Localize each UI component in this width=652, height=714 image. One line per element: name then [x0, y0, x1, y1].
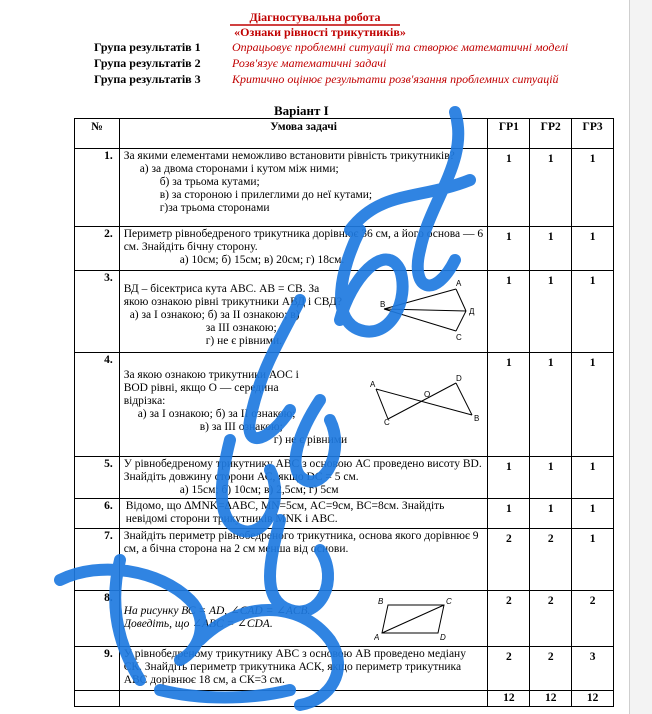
task-number: 4. [75, 353, 120, 457]
totals-empty [119, 691, 488, 707]
fig3-label-a: А [455, 279, 462, 288]
task-line: г)за трьома сторонами [159, 202, 270, 214]
score-gr1: 1 [488, 353, 530, 457]
fig4-label-a: А [369, 380, 376, 389]
table-row [75, 591, 614, 647]
score-gr3: 1 [572, 353, 614, 457]
score-gr2: 1 [530, 271, 572, 353]
task-condition [119, 227, 488, 271]
score-gr3: 3 [572, 647, 614, 691]
task-line: Периметр рівнобедреного трикутника дорівнює 36 см, а його основа — 6 см. Знайдіть бічну сторону. [123, 228, 484, 253]
table-row [75, 499, 614, 529]
variant-title: Варіант І [274, 103, 329, 118]
task-condition [119, 457, 488, 499]
table-row [75, 529, 614, 591]
total-gr1: 12 [488, 691, 530, 707]
task-condition [119, 271, 488, 353]
col-gr1: ГР1 [488, 119, 530, 149]
total-gr2: 12 [530, 691, 572, 707]
fig4-label-c: С [383, 418, 390, 425]
score-gr2: 2 [530, 529, 572, 591]
score-gr2: 2 [530, 647, 572, 691]
score-gr2: 1 [530, 499, 572, 529]
col-number: № [75, 119, 120, 149]
fig8-label-c: С [445, 597, 452, 606]
fig3-label-d: Д [468, 307, 475, 316]
task-line: а) за двома сторонами і кутом між ними; [139, 163, 339, 175]
task-line: відрізка: [123, 395, 166, 407]
table-row [75, 457, 614, 499]
score-gr1: 1 [488, 499, 530, 529]
score-gr1: 1 [488, 227, 530, 271]
task-line: а) за І ознакою; б) за ІІ ознакою; в) [129, 309, 300, 321]
task-number: 5. [75, 457, 120, 499]
group-desc-3: Критично оцінює результати розв'язання проблемних ситуацій [232, 72, 559, 86]
score-gr3: 1 [572, 499, 614, 529]
task-line: Доведіть, що ∠ABC = ∠CDA. [123, 618, 273, 630]
group-desc-2: Розв'язує математичні задачі [232, 56, 387, 70]
table-row [75, 149, 614, 227]
task-line: б) за трьома кутами; [159, 176, 260, 188]
task-line: г) не є рівними. [205, 335, 283, 347]
totals-row [75, 691, 614, 707]
table-row [75, 227, 614, 271]
task-condition [119, 499, 488, 529]
fig8-label-b: В [377, 597, 384, 606]
task-number: 8. [75, 591, 120, 647]
score-gr1: 2 [488, 591, 530, 647]
doc-subtitle: «Ознаки рівності трикутників» [234, 25, 406, 39]
task-line: ВД – бісектриса кута АВС. АВ = СВ. За [123, 283, 320, 295]
task-number: 7. [75, 529, 120, 591]
task-number: 2. [75, 227, 120, 271]
score-gr3: 1 [572, 457, 614, 499]
task-line: У рівнобедреному трикутнику АВС з основою АС проведено висоту BD. Знайдіть довжину сторони АС, якщо DC = 5 см. [123, 458, 482, 483]
score-gr1: 1 [488, 271, 530, 353]
task-condition [119, 353, 488, 457]
score-gr1: 2 [488, 647, 530, 691]
fig3-label-c: С [455, 333, 462, 341]
figure-triangles-aoc-bod [370, 375, 488, 425]
table-row [75, 647, 614, 691]
page-edge [629, 0, 652, 714]
task-condition [119, 591, 488, 647]
task-line: якою ознакою рівні трикутники АВД і СВД? [123, 296, 342, 308]
task-line: У рівнобедреному трикутнику АВС з основою АВ проведено медіану СК. Знайдіть периметр трикутника АСК, якщо периметр трикутника АВС дорівнює 18 см, а СК=3 см. [123, 648, 466, 686]
table-row [75, 353, 614, 457]
score-gr2: 2 [530, 591, 572, 647]
score-gr1: 1 [488, 149, 530, 227]
task-condition [119, 647, 488, 691]
group-label-3: Група результатів 3 [94, 72, 201, 86]
table-header-row [75, 119, 614, 149]
task-line: Відомо, що ∆MNK=∆АВС, MN=5см, AC=9см, BC=8см. Знайдіть невідомі сторони трикутників MNK і ABC. [125, 500, 445, 525]
table-row [75, 271, 614, 353]
task-line: а) 10см; б) 15см; в) 20см; г) 18см. [179, 254, 345, 266]
task-line: г) не є рівними [273, 434, 348, 446]
task-number: 9. [75, 647, 120, 691]
doc-title: Діагностувальна робота [230, 10, 400, 25]
total-gr3: 12 [572, 691, 614, 707]
task-line: в) за стороною і прилеглими до неї кутами; [159, 189, 373, 201]
score-gr2: 1 [530, 457, 572, 499]
totals-empty [75, 691, 120, 707]
score-gr1: 1 [488, 457, 530, 499]
fig4-label-d: D [455, 375, 462, 383]
task-line: ВОD рівні, якщо О — середина [123, 382, 279, 394]
fig8-label-d: D [439, 633, 446, 641]
task-line: На рисунку ВС = AD, ∠CAD = ∠ACB. [123, 605, 311, 617]
score-gr1: 2 [488, 529, 530, 591]
score-gr3: 1 [572, 227, 614, 271]
fig3-label-b: В [379, 300, 386, 309]
task-number: 3. [75, 271, 120, 353]
task-line: за ІІІ ознакою; [205, 322, 277, 334]
task-line: в) за ІІІ ознакою; [199, 421, 283, 433]
score-gr2: 1 [530, 227, 572, 271]
fig8-label-a: А [373, 633, 380, 641]
group-label-1: Група результатів 1 [94, 40, 201, 54]
task-line: За якою ознакою трикутники АОС і [123, 369, 299, 381]
task-number: 1. [75, 149, 120, 227]
score-gr3: 1 [572, 529, 614, 591]
task-condition [119, 149, 488, 227]
task-line: За якими елементами неможливо встановити рівність трикутників? [123, 150, 455, 162]
figure-parallelogram [374, 595, 460, 641]
tasks-table [74, 118, 614, 707]
fig4-label-o: О [423, 390, 430, 399]
figure-triangles-abd-cbd [380, 277, 480, 341]
task-condition [119, 529, 488, 591]
score-gr3: 1 [572, 149, 614, 227]
col-gr3: ГР3 [572, 119, 614, 149]
task-line: а) 15см; б) 10см; в) 2,5см; г) 5см [179, 484, 339, 496]
fig4-label-b: В [473, 414, 480, 423]
task-line: Знайдіть периметр рівнобедреного трикутника, основа якого дорівнює 9 см, а бічна сторона на 2 см менша від основи. [123, 530, 479, 555]
score-gr2: 1 [530, 353, 572, 457]
score-gr3: 2 [572, 591, 614, 647]
col-condition: Умова задачі [119, 119, 488, 149]
task-line: а) за І ознакою; б) за ІІ ознакою; [137, 408, 296, 420]
score-gr3: 1 [572, 271, 614, 353]
group-desc-1: Опрацьовує проблемні ситуації та створює математичні моделі [232, 40, 569, 54]
score-gr2: 1 [530, 149, 572, 227]
col-gr2: ГР2 [530, 119, 572, 149]
task-number: 6. [75, 499, 120, 529]
group-label-2: Група результатів 2 [94, 56, 201, 70]
